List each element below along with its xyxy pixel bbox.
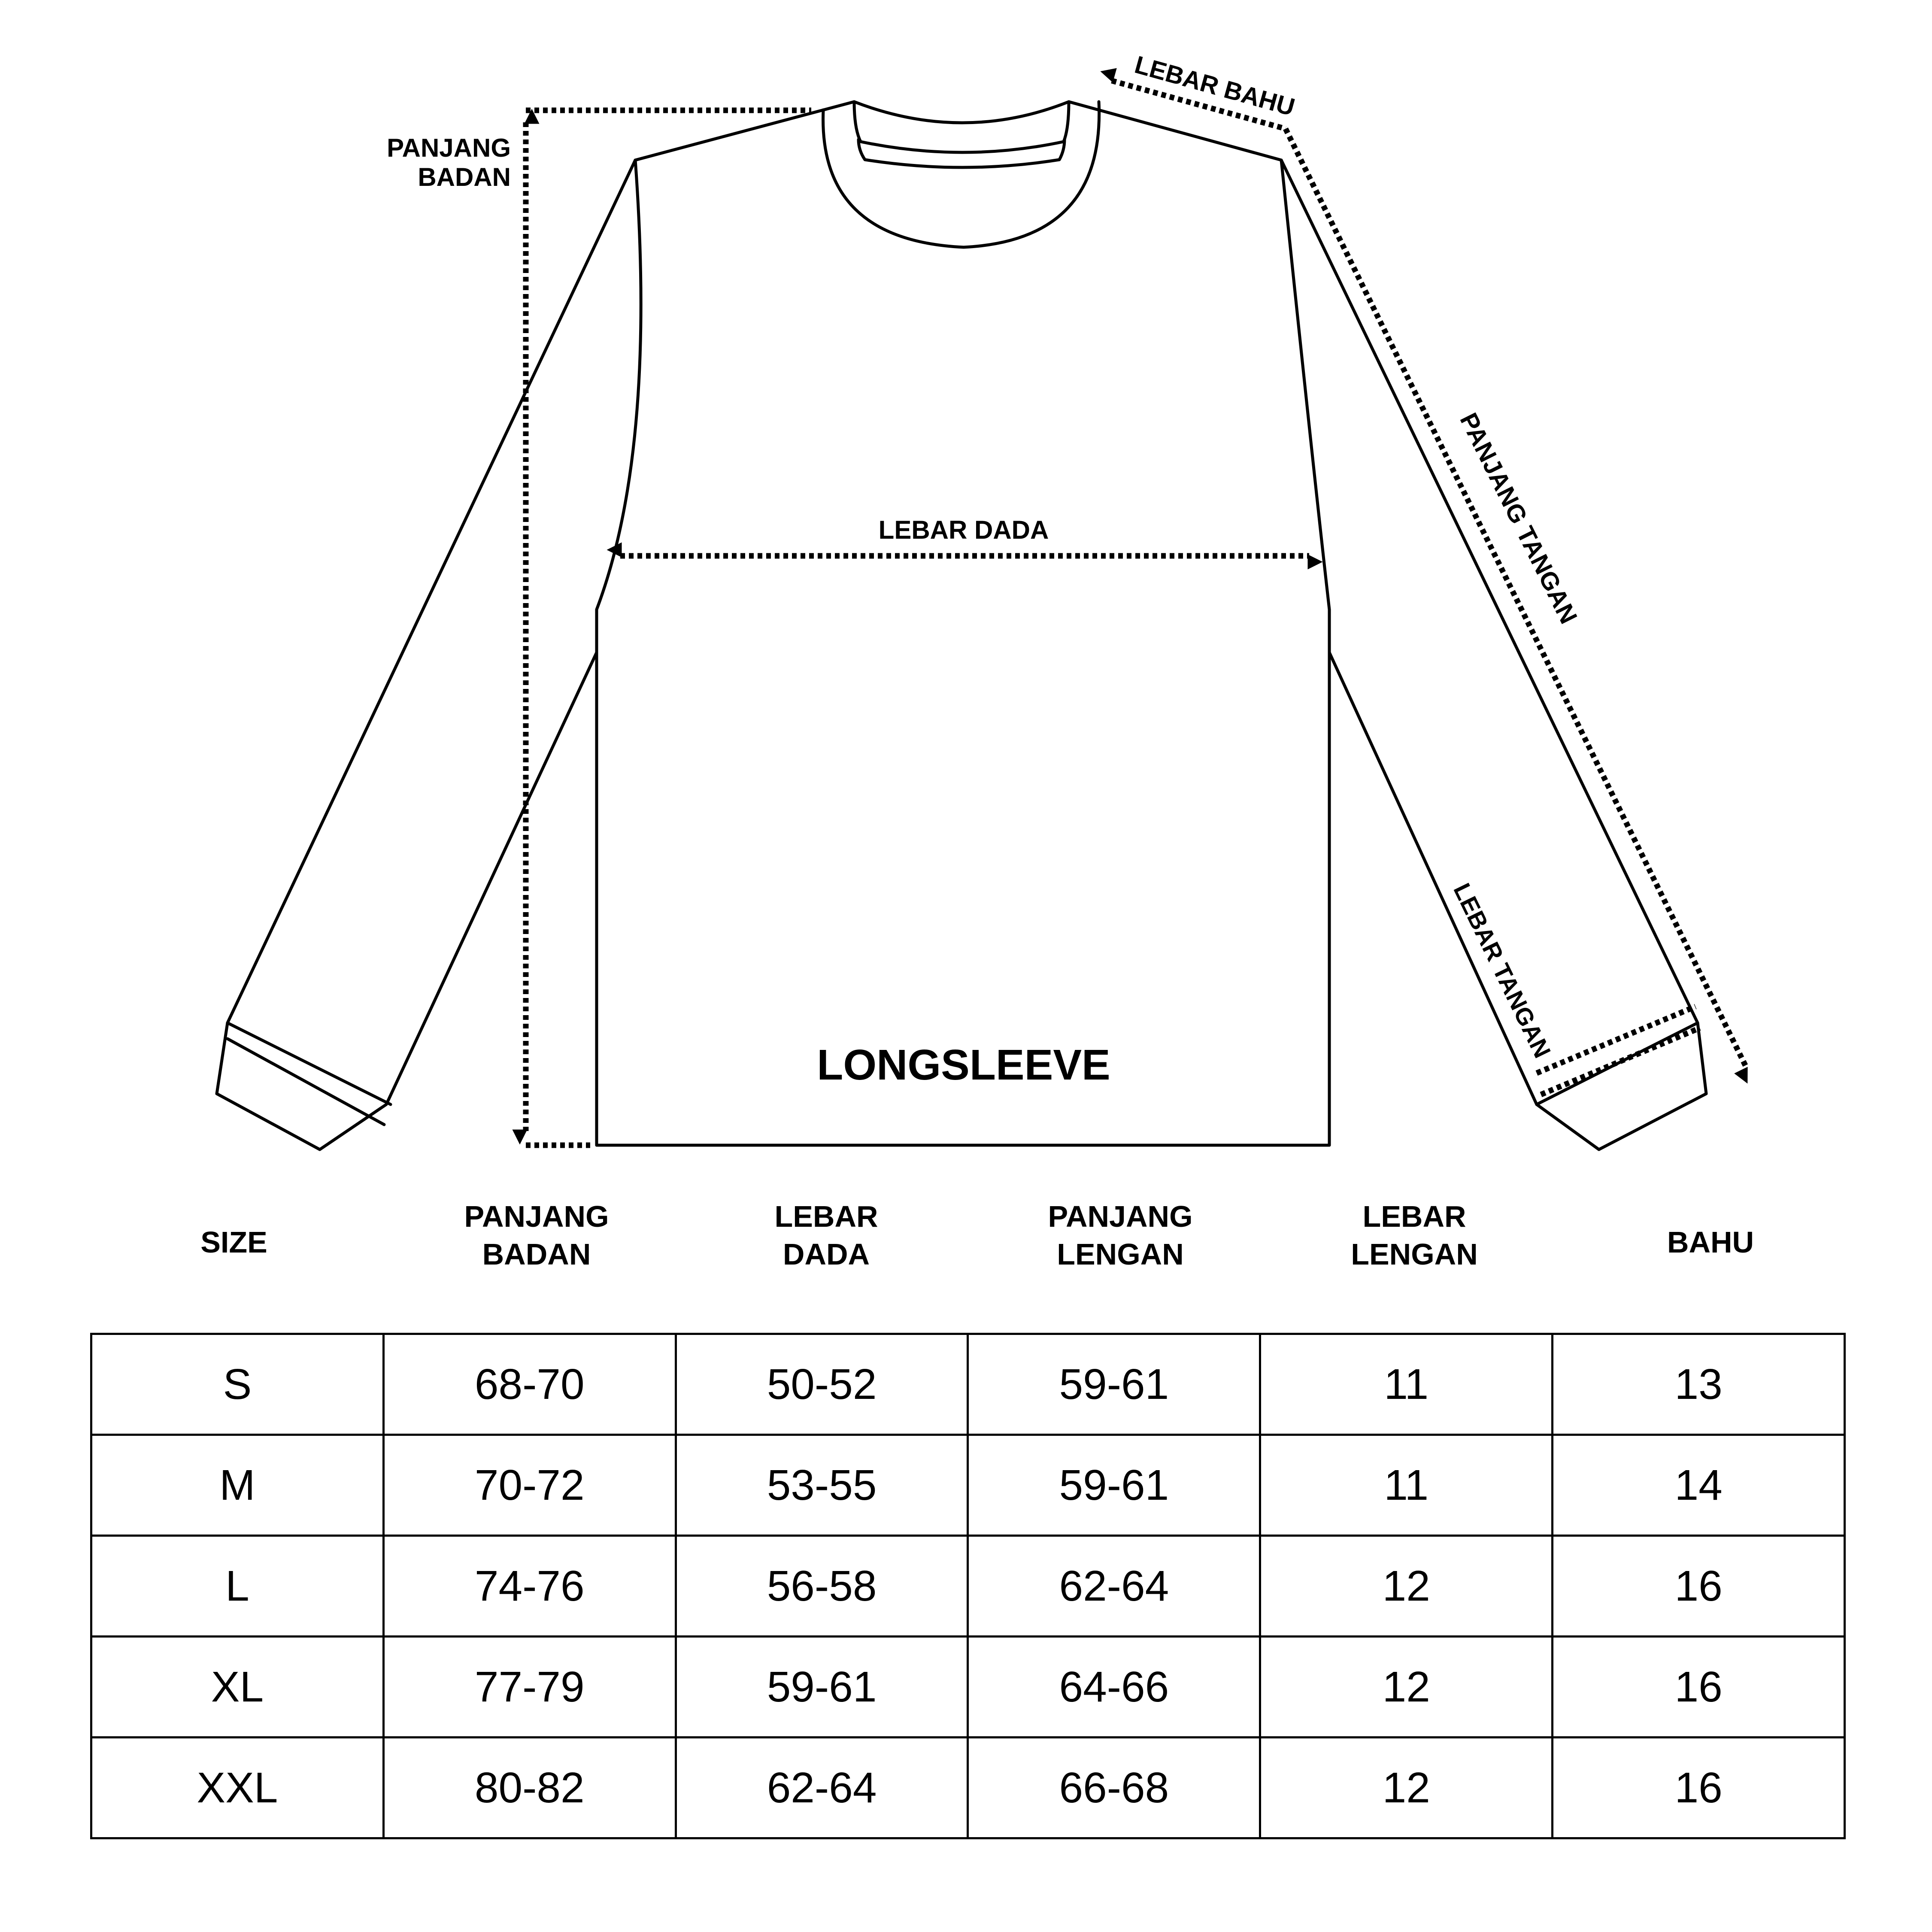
cell-bahu: 16 xyxy=(1553,1637,1845,1738)
cell-bahu: 14 xyxy=(1553,1435,1845,1536)
cell-lebar-lengan: 11 xyxy=(1260,1435,1553,1536)
header-size-label: SIZE xyxy=(200,1225,267,1259)
cell-bahu: 16 xyxy=(1553,1536,1845,1637)
left-cuff-line-1 xyxy=(227,1023,391,1104)
header-line-1: LEBAR xyxy=(774,1200,878,1233)
header-size xyxy=(105,1223,363,1261)
label-lebar-tangan: LEBAR TANGAN xyxy=(1448,879,1556,1062)
header-line-2: LENGAN xyxy=(1351,1237,1478,1271)
lebar-tangan-line-2 xyxy=(1541,1028,1700,1095)
cell-panjang-badan: 77-79 xyxy=(383,1637,676,1738)
header-line-2: DADA xyxy=(783,1237,870,1271)
table-row xyxy=(91,1435,1845,1536)
label-panjang-tangan: PANJANG TANGAN xyxy=(1454,408,1583,628)
label-panjang-badan-2: BADAN xyxy=(418,163,511,191)
cell-bahu: 13 xyxy=(1553,1334,1845,1435)
cell-panjang-lengan: 59-61 xyxy=(968,1435,1260,1536)
cell-panjang-badan: 80-82 xyxy=(383,1738,676,1838)
table-row xyxy=(91,1738,1845,1838)
header-panjang-lengan xyxy=(992,1198,1249,1273)
header-line-1: PANJANG xyxy=(1048,1200,1193,1233)
cell-lebar-lengan: 11 xyxy=(1260,1334,1553,1435)
cell-lebar-lengan: 12 xyxy=(1260,1536,1553,1637)
label-lebar-dada: LEBAR DADA xyxy=(878,516,1049,544)
panjang-tangan-arrow xyxy=(1286,129,1747,1069)
cell-lebar-dada: 62-64 xyxy=(676,1738,968,1838)
header-lebar-lengan xyxy=(1286,1198,1543,1273)
cell-lebar-lengan: 12 xyxy=(1260,1637,1553,1738)
collar-rib-1 xyxy=(854,102,1069,152)
cell-panjang-lengan: 62-64 xyxy=(968,1536,1260,1637)
cell-panjang-lengan: 66-68 xyxy=(968,1738,1260,1838)
header-line-2: BADAN xyxy=(482,1237,591,1271)
diagram-title: LONGSLEEVE xyxy=(817,1041,1110,1089)
right-sleeve xyxy=(1281,160,1706,1149)
shirt-outline xyxy=(217,102,1706,1149)
size-table xyxy=(90,1333,1846,1839)
header-panjang-badan xyxy=(408,1198,665,1273)
cell-size: XXL xyxy=(91,1738,384,1838)
cell-panjang-badan: 68-70 xyxy=(383,1334,676,1435)
cell-size: XL xyxy=(91,1637,384,1738)
cell-panjang-badan: 70-72 xyxy=(383,1435,676,1536)
table-row xyxy=(91,1334,1845,1435)
cell-panjang-lengan: 64-66 xyxy=(968,1637,1260,1738)
cell-panjang-lengan: 59-61 xyxy=(968,1334,1260,1435)
cell-size: M xyxy=(91,1435,384,1536)
cell-size: L xyxy=(91,1536,384,1637)
cell-lebar-lengan: 12 xyxy=(1260,1738,1553,1838)
cell-size: S xyxy=(91,1334,384,1435)
header-bahu xyxy=(1582,1223,1839,1261)
label-lebar-bahu: LEBAR BAHU xyxy=(1131,50,1298,121)
cell-panjang-badan: 74-76 xyxy=(383,1536,676,1637)
table-row xyxy=(91,1536,1845,1637)
cell-lebar-dada: 50-52 xyxy=(676,1334,968,1435)
label-panjang-badan-1: PANJANG xyxy=(387,133,511,162)
header-line-1: LEBAR xyxy=(1362,1200,1466,1233)
cell-lebar-dada: 56-58 xyxy=(676,1536,968,1637)
cell-lebar-dada: 59-61 xyxy=(676,1637,968,1738)
header-line-1: PANJANG xyxy=(464,1200,609,1233)
header-lebar-dada xyxy=(698,1198,955,1273)
cell-lebar-dada: 53-55 xyxy=(676,1435,968,1536)
header-line-2: LENGAN xyxy=(1057,1237,1184,1271)
shirt-body xyxy=(597,102,1329,1145)
header-bahu-label: BAHU xyxy=(1667,1225,1754,1259)
left-sleeve xyxy=(217,160,635,1149)
table-row xyxy=(91,1637,1845,1738)
cell-bahu: 16 xyxy=(1553,1738,1845,1838)
